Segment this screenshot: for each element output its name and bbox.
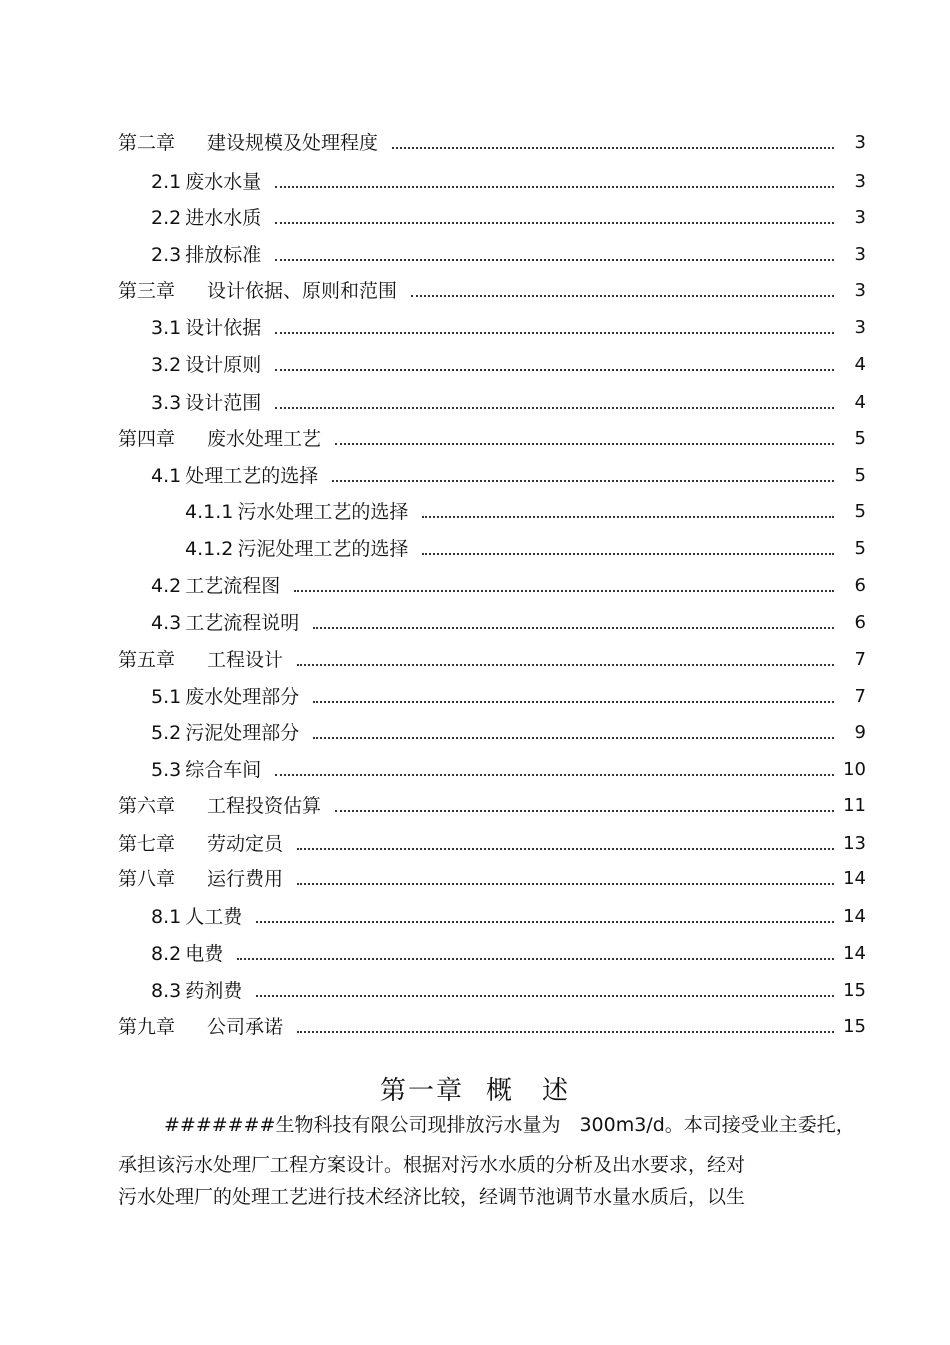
toc-entry-number: 5.1	[151, 686, 182, 708]
toc-entry-page: 14	[843, 906, 866, 927]
toc-entry-title: 综合车间	[185, 759, 262, 781]
toc-dot-leader	[313, 701, 834, 703]
toc-dot-leader	[422, 516, 834, 518]
toc-entry-page: 15	[843, 980, 866, 1001]
toc-entry-number: 4.1	[151, 465, 182, 487]
toc-entry[interactable]	[151, 350, 866, 376]
toc-dot-leader	[313, 737, 834, 739]
toc-entry[interactable]	[151, 902, 866, 928]
toc-entry-number: 5.2	[151, 722, 182, 744]
toc-entry[interactable]	[151, 167, 866, 193]
toc-entry-title: 公司承诺	[207, 1016, 284, 1038]
toc-entry-page: 6	[854, 612, 866, 633]
toc-entry[interactable]	[118, 864, 866, 890]
body-paragraph-line-3: 污水处理厂的处理工艺进行技术经济比较，经调节池调节水量水质后，以生	[118, 1186, 746, 1208]
toc-dot-leader	[297, 883, 834, 885]
toc-entry[interactable]	[151, 571, 866, 597]
toc-dot-leader	[275, 186, 834, 188]
toc-entry-page: 5	[854, 538, 866, 559]
body-paragraph-line-1: #######生物科技有限公司现排放污水量为 300m3/d。本司接受业主委托，	[164, 1114, 855, 1136]
toc-entry-number: 第六章	[118, 795, 176, 817]
toc-entry-page: 3	[854, 244, 866, 265]
toc-entry-page: 3	[854, 207, 866, 228]
toc-dot-leader	[275, 369, 834, 371]
toc-entry-page: 3	[854, 280, 866, 301]
toc-entry-title: 设计依据	[185, 317, 262, 339]
toc-entry-title: 工程设计	[207, 649, 284, 671]
toc-entry-title: 污水处理工艺的选择	[237, 501, 409, 523]
toc-entry[interactable]	[118, 645, 866, 671]
toc-entry-page: 7	[854, 686, 866, 707]
toc-entry-number: 第九章	[118, 1016, 176, 1038]
toc-entry[interactable]	[118, 829, 866, 855]
toc-entry-page: 13	[843, 833, 866, 854]
toc-dot-leader	[335, 810, 834, 812]
toc-dot-leader	[422, 553, 834, 555]
toc-entry-number: 第五章	[118, 649, 176, 671]
toc-entry-page: 14	[843, 943, 866, 964]
toc-dot-leader	[297, 1031, 834, 1033]
toc-entry-title: 进水水质	[185, 207, 262, 229]
toc-entry[interactable]	[118, 128, 866, 154]
toc-dot-leader	[256, 921, 834, 923]
toc-dot-leader	[275, 222, 834, 224]
toc-dot-leader	[332, 480, 834, 482]
toc-entry-number: 3.1	[151, 317, 182, 339]
toc-entry-title: 污泥处理部分	[185, 722, 300, 744]
toc-entry-page: 5	[854, 465, 866, 486]
toc-entry-title: 设计原则	[185, 354, 262, 376]
toc-entry-page: 4	[854, 354, 866, 375]
toc-entry-number: 4.3	[151, 612, 182, 634]
toc-entry[interactable]	[151, 718, 866, 744]
toc-entry[interactable]	[185, 534, 866, 560]
toc-entry-title: 工艺流程说明	[185, 612, 300, 634]
toc-entry[interactable]	[151, 313, 866, 339]
toc-entry-title: 运行费用	[207, 868, 284, 890]
toc-entry-title: 劳动定员	[207, 833, 284, 855]
toc-entry-title: 设计依据、原则和范围	[207, 280, 398, 302]
toc-entry[interactable]	[151, 388, 866, 414]
toc-entry-title: 工程投资估算	[207, 795, 322, 817]
toc-entry-number: 3.3	[151, 392, 182, 414]
toc-dot-leader	[294, 590, 834, 592]
toc-entry-title: 药剂费	[185, 980, 243, 1002]
toc-entry-title: 电费	[185, 943, 224, 965]
toc-entry-number: 8.3	[151, 980, 182, 1002]
toc-entry-number: 第二章	[118, 132, 176, 154]
toc-entry[interactable]	[118, 424, 866, 450]
toc-dot-leader	[411, 295, 834, 297]
toc-entry[interactable]	[185, 497, 866, 523]
toc-entry-page: 9	[854, 722, 866, 743]
toc-entry-page: 10	[843, 759, 866, 780]
toc-entry[interactable]	[118, 791, 866, 817]
toc-entry-title: 设计范围	[185, 392, 262, 414]
toc-dot-leader	[275, 407, 834, 409]
chapter-title: 概 述	[486, 1076, 571, 1106]
toc-entry-title: 污泥处理工艺的选择	[237, 538, 409, 560]
toc-entry-number: 5.3	[151, 759, 182, 781]
toc-dot-leader	[335, 443, 834, 445]
toc-entry-number: 4.1.1	[185, 501, 234, 523]
toc-entry-number: 2.1	[151, 171, 182, 193]
toc-entry-page: 3	[854, 317, 866, 338]
toc-entry-page: 4	[854, 392, 866, 413]
toc-entry-page: 15	[843, 1016, 866, 1037]
toc-entry-number: 8.2	[151, 943, 182, 965]
toc-entry[interactable]	[151, 461, 866, 487]
toc-entry-page: 3	[854, 171, 866, 192]
toc-entry-number: 第四章	[118, 428, 176, 450]
toc-entry-page: 3	[854, 132, 866, 153]
toc-entry[interactable]	[151, 608, 866, 634]
toc-entry[interactable]	[151, 755, 866, 781]
toc-entry-number: 2.3	[151, 244, 182, 266]
toc-entry[interactable]	[151, 939, 866, 965]
toc-entry-title: 处理工艺的选择	[185, 465, 319, 487]
toc-entry-number: 第七章	[118, 833, 176, 855]
toc-dot-leader	[275, 774, 834, 776]
toc-entry-title: 工艺流程图	[185, 575, 281, 597]
toc-dot-leader	[297, 664, 834, 666]
toc-entry[interactable]	[151, 240, 866, 266]
toc-entry[interactable]	[118, 276, 866, 302]
toc-entry-number: 第三章	[118, 280, 176, 302]
toc-entry-title: 废水处理部分	[185, 686, 300, 708]
toc-entry-number: 4.2	[151, 575, 182, 597]
toc-entry-page: 14	[843, 868, 866, 889]
toc-entry-title: 废水水量	[185, 171, 262, 193]
toc-entry-page: 5	[854, 501, 866, 522]
toc-entry[interactable]	[151, 203, 866, 229]
chapter-number: 第一章	[379, 1076, 464, 1106]
toc-entry-page: 5	[854, 428, 866, 449]
body-paragraph-line-2: 承担该污水处理厂工程方案设计。根据对污水水质的分析及出水要求，经对	[118, 1154, 746, 1176]
toc-entry[interactable]	[151, 682, 866, 708]
toc-entry-title: 建设规模及处理程度	[207, 132, 379, 154]
toc-dot-leader	[256, 995, 834, 997]
toc-dot-leader	[275, 259, 834, 261]
toc-entry-page: 7	[854, 649, 866, 670]
chapter-heading	[0, 1070, 950, 1107]
toc-entry-number: 2.2	[151, 207, 182, 229]
toc-entry-page: 6	[854, 575, 866, 596]
toc-entry-number: 4.1.2	[185, 538, 234, 560]
toc-entry-number: 3.2	[151, 354, 182, 376]
toc-dot-leader	[392, 147, 834, 149]
toc-entry[interactable]	[151, 976, 866, 1002]
toc-entry-title: 排放标准	[185, 244, 262, 266]
toc-dot-leader	[297, 848, 834, 850]
toc-dot-leader	[275, 332, 834, 334]
toc-entry-title: 废水处理工艺	[207, 428, 322, 450]
toc-entry-number: 第八章	[118, 868, 176, 890]
toc-entry-page: 11	[843, 795, 866, 816]
toc-dot-leader	[313, 627, 834, 629]
toc-dot-leader	[237, 958, 834, 960]
toc-entry-title: 人工费	[185, 906, 243, 928]
toc-entry-number: 8.1	[151, 906, 182, 928]
toc-entry[interactable]	[118, 1012, 866, 1038]
